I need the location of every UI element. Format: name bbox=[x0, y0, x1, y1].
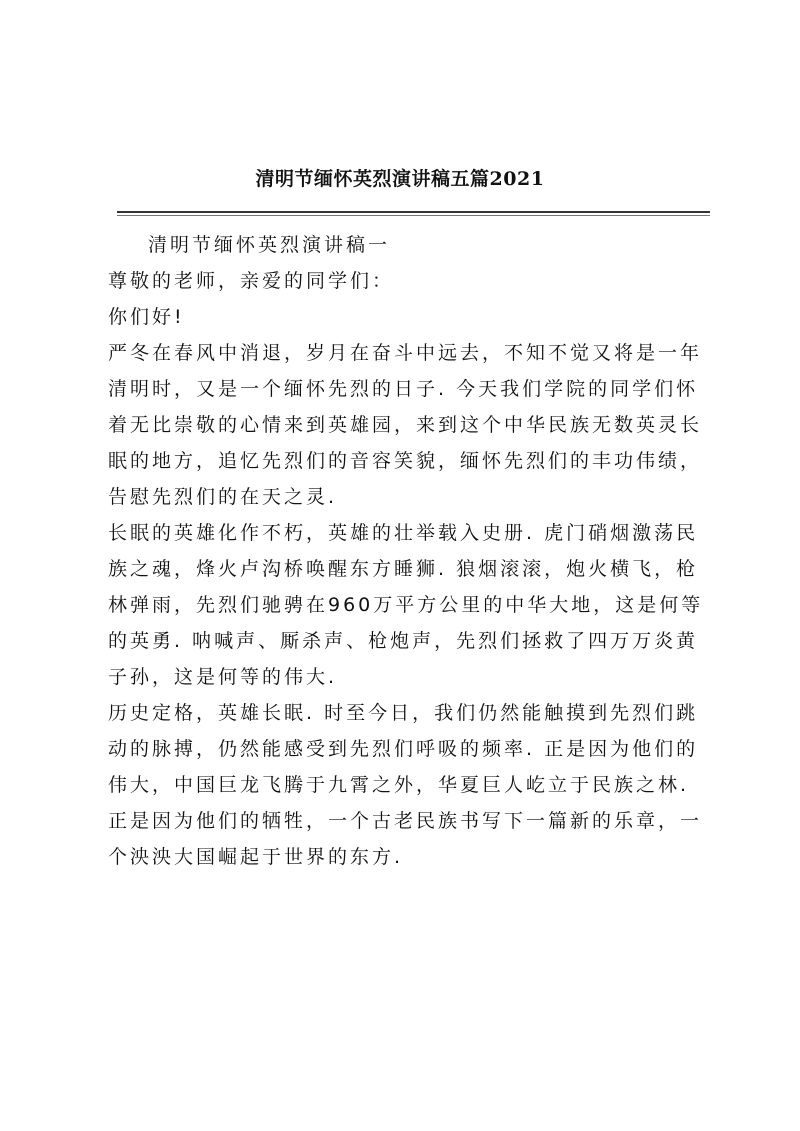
paragraph-2: 长眠的英雄化作不朽，英雄的壮举载入史册. 虎门硝烟激荡民族之魂，烽火卢沟桥唤醒东方睡狮. 狼烟滚滚，炮火横飞，枪林弹雨，先烈们驰骋在960万平方公里的中华大地，这是何等的英勇. 呐喊声、厮杀声、枪炮声，先烈们拯救了四万万炎黄子孙，这是何等的伟大. bbox=[108, 522, 704, 688]
document-body bbox=[108, 227, 708, 875]
paragraph-1: 严冬在春风中消退，岁月在奋斗中远去，不知不觉又将是一年清明时，又是一个缅怀先烈的日子. 今天我们学院的同学们怀着无比崇敬的心情来到英雄园，来到这个中华民族无数英灵长眠的地方，追忆先烈们的音容笑貌，缅怀先烈们的丰功伟绩，告慰先烈们的在天之灵. bbox=[108, 342, 703, 508]
document-title: 清明节缅怀英烈演讲稿五篇2021 bbox=[255, 168, 545, 190]
title-divider bbox=[117, 211, 710, 216]
salutation: 尊敬的老师，亲爱的同学们： bbox=[108, 270, 395, 292]
section-subtitle: 清明节缅怀英烈演讲稿一 bbox=[148, 234, 391, 256]
paragraph-3: 历史定格，英雄长眠. 时至今日，我们仍然能触摸到先烈们跳动的脉搏，仍然能感受到先烈们呼吸的频率. 正是因为他们的伟大，中国巨龙飞腾于九霄之外，华夏巨人屹立于民族之林. 正是因为他们的牺牲，一个古老民族书写下一篇新的乐章，一个泱泱大国崛起于世界的东方. bbox=[108, 702, 703, 868]
greeting: 你们好! bbox=[108, 306, 185, 328]
